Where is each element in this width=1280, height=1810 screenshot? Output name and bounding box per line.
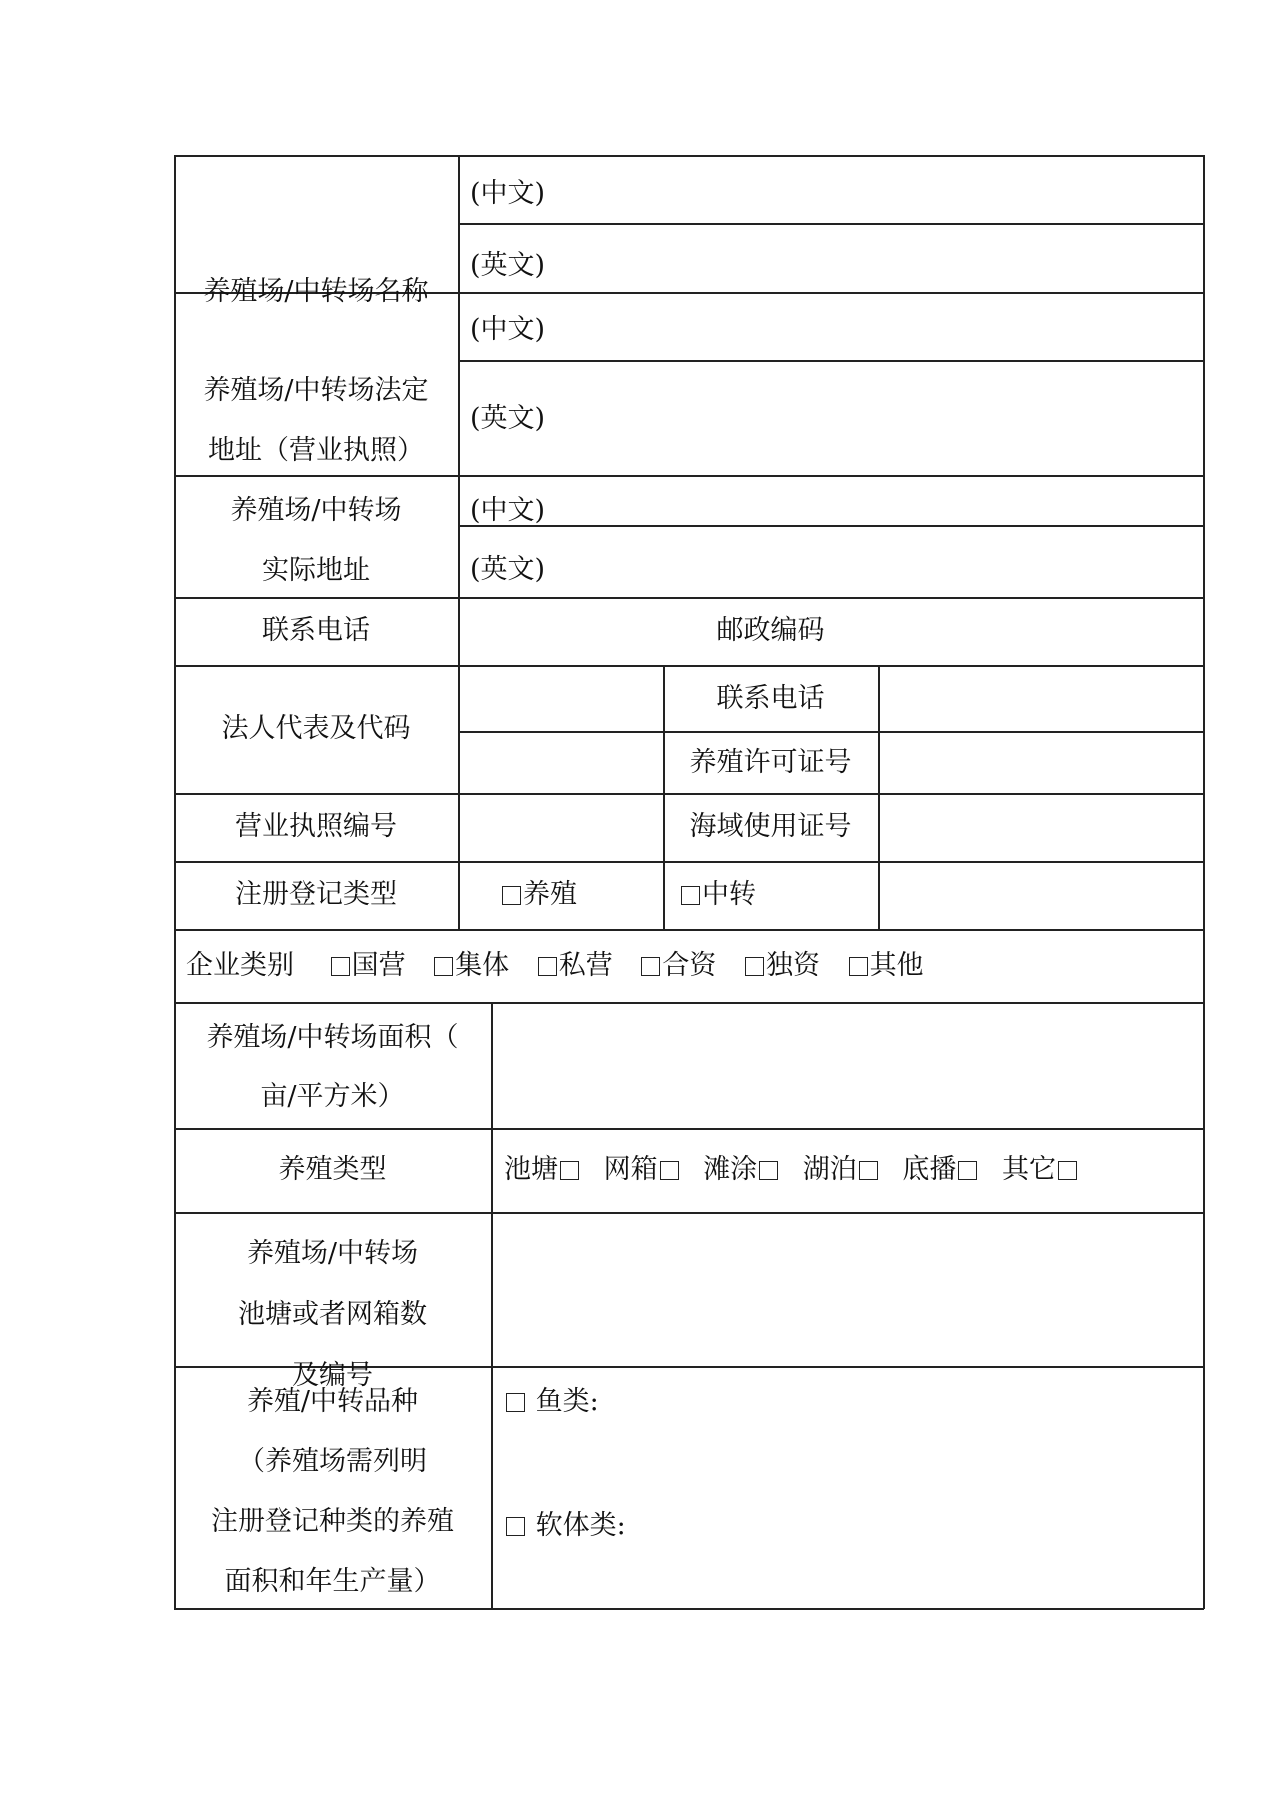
checkbox-icon[interactable] — [681, 886, 700, 905]
farming-type-option[interactable]: 湖泊 — [803, 1154, 880, 1185]
enterprise-option[interactable]: 独资 — [743, 950, 820, 981]
farming-type-option[interactable]: 其它 — [1002, 1154, 1079, 1185]
farming-type-label: 养殖类型 — [278, 1154, 387, 1185]
checkbox-icon[interactable] — [502, 886, 521, 905]
row-divider — [174, 665, 1204, 667]
species-option-mollusc[interactable]: 软体类: — [504, 1496, 626, 1556]
row-divider — [174, 929, 1204, 931]
row-divider — [174, 861, 1204, 863]
checkbox-icon[interactable] — [538, 957, 557, 976]
column-divider — [458, 155, 460, 929]
name-en-field[interactable]: (英文) — [470, 250, 546, 281]
name-label: 养殖场/中转场名称 — [203, 276, 429, 307]
row-divider — [458, 525, 1204, 527]
ponds-label-clip — [174, 1214, 491, 1391]
row-divider — [458, 223, 1204, 225]
checkbox-icon[interactable] — [1058, 1161, 1077, 1180]
table-border-right — [1203, 155, 1205, 1609]
checkbox-icon[interactable] — [958, 1161, 977, 1180]
farming-type-options — [504, 1140, 1079, 1200]
checkbox-icon[interactable] — [660, 1161, 679, 1180]
registration-form — [174, 155, 1204, 1609]
legal-address-cn-field[interactable]: (中文) — [470, 314, 546, 345]
legal-address-label-line1: 养殖场/中转场法定 — [203, 375, 429, 406]
ponds-label-line3: 及编号 — [292, 1360, 373, 1391]
area-label-line2: 亩/平方米） — [260, 1081, 405, 1112]
checkbox-icon[interactable] — [745, 957, 764, 976]
row-divider — [458, 360, 1204, 362]
species-label-line3: 注册登记种类的养殖 — [211, 1506, 454, 1537]
enterprise-option[interactable]: 私营 — [536, 950, 613, 981]
actual-address-cn-clip — [470, 477, 870, 524]
enterprise-option[interactable]: 集体 — [432, 950, 509, 981]
ponds-label-line1: 养殖场/中转场 — [246, 1238, 419, 1269]
species-option-fish[interactable]: 鱼类: — [504, 1372, 599, 1432]
column-divider — [491, 1002, 493, 1608]
legal-address-en-field[interactable]: (英文) — [470, 403, 546, 434]
enterprise-option[interactable]: 国营 — [329, 950, 406, 981]
postal-code-label: 邮政编码 — [716, 615, 825, 646]
species-label-line2: （养殖场需列明 — [238, 1446, 427, 1477]
checkbox-icon[interactable] — [560, 1161, 579, 1180]
actual-address-label-line2: 实际地址 — [262, 555, 370, 586]
registration-type-option[interactable]: 养殖 — [500, 865, 577, 925]
enterprise-option[interactable]: 合资 — [639, 950, 716, 981]
contact-phone-2-label: 联系电话 — [716, 683, 825, 714]
checkbox-icon[interactable] — [759, 1161, 778, 1180]
checkbox-icon[interactable] — [331, 957, 350, 976]
farming-type-option[interactable]: 池塘 — [504, 1154, 581, 1185]
species-label-line4: 面积和年生产量） — [224, 1566, 441, 1597]
farming-type-option[interactable]: 网箱 — [604, 1154, 681, 1185]
checkbox-icon[interactable] — [506, 1517, 525, 1536]
business-license-label: 营业执照编号 — [235, 811, 397, 842]
checkbox-icon[interactable] — [506, 1393, 525, 1412]
registration-type-label: 注册登记类型 — [235, 879, 397, 910]
enterprise-type-label: 企业类别 — [186, 950, 294, 981]
farming-type-option[interactable]: 底播 — [902, 1154, 979, 1185]
name-cn-field[interactable]: (中文) — [470, 178, 546, 209]
farming-type-option[interactable]: 滩涂 — [703, 1154, 780, 1185]
row-divider — [174, 1128, 1204, 1130]
sea-area-cert-label: 海域使用证号 — [689, 811, 852, 842]
checkbox-icon[interactable] — [641, 957, 660, 976]
actual-address-en-field[interactable]: (英文) — [470, 554, 546, 585]
actual-address-label-line1: 养殖场/中转场 — [230, 495, 402, 526]
checkbox-icon[interactable] — [849, 957, 868, 976]
legal-address-label-line2: 地址（营业执照） — [208, 435, 424, 466]
registration-type-option[interactable]: 中转 — [679, 865, 756, 925]
enterprise-type-row — [186, 936, 924, 996]
ponds-label-line2: 池塘或者网箱数 — [238, 1299, 427, 1330]
table-border-top — [174, 155, 1204, 157]
area-label-line1: 养殖场/中转场面积（ — [206, 1022, 459, 1053]
contact-phone-label: 联系电话 — [262, 615, 370, 646]
checkbox-icon[interactable] — [859, 1161, 878, 1180]
checkbox-icon[interactable] — [434, 957, 453, 976]
species-label-line1: 养殖/中转品种 — [246, 1386, 419, 1417]
actual-address-cn-field[interactable]: (中文) — [470, 495, 546, 526]
column-divider — [878, 665, 880, 929]
legal-rep-label: 法人代表及代码 — [221, 713, 411, 744]
row-divider — [174, 793, 1204, 795]
row-divider — [174, 1002, 1204, 1004]
farming-license-label: 养殖许可证号 — [689, 747, 852, 778]
enterprise-option[interactable]: 其他 — [847, 950, 924, 981]
